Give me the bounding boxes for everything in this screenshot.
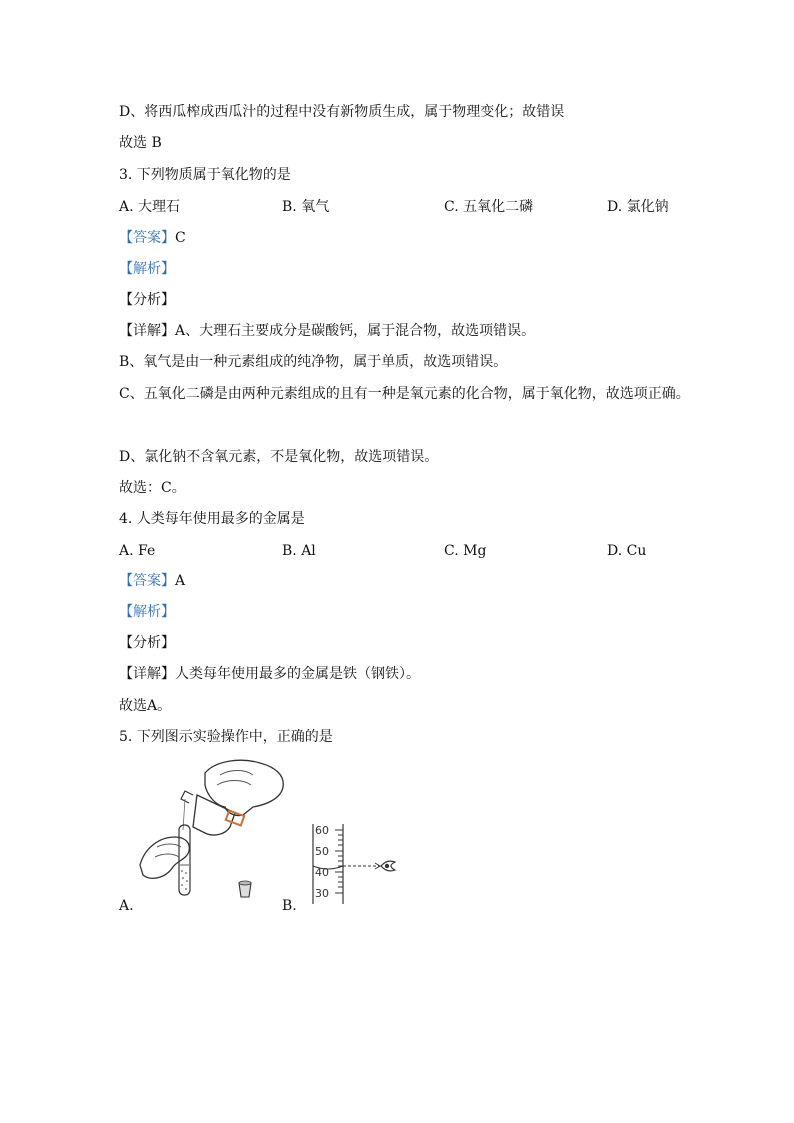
tick-30: 30 <box>315 887 329 900</box>
q4-option-a: A. Fe <box>119 543 156 559</box>
q4-analysis-label: 【解析】 <box>119 604 175 620</box>
q3-detail-d: D、氯化钠不含氧元素，不是氧化物，故选项错误。 <box>119 449 439 465</box>
figure-b-cylinder-reading <box>305 820 405 910</box>
q3-fenxi-label: 【分析】 <box>119 292 175 308</box>
q4-answer <box>119 572 185 590</box>
q3-option-b: B. 氧气 <box>282 199 330 215</box>
q3-detail-a <box>119 322 535 340</box>
eye-icon <box>381 861 395 871</box>
answer-value: C <box>175 230 186 246</box>
q4-fenxi-label: 【分析】 <box>119 635 175 651</box>
q3-conclusion: 故选：C。 <box>119 480 186 496</box>
q5-option-a-label: A. <box>119 898 134 914</box>
detail-text: A、大理石主要成分是碳酸钙，属于混合物，故选项错误。 <box>175 323 536 339</box>
detail-text: 人类每年使用最多的金属是铁（钢铁）。 <box>175 666 420 682</box>
q4-stem: 4. 人类每年使用最多的金属是 <box>119 511 305 527</box>
detail-label: 【详解】 <box>119 323 175 339</box>
q3-analysis-label: 【解析】 <box>119 261 175 277</box>
q4-detail <box>119 665 420 683</box>
q4-option-d: D. Cu <box>607 543 647 559</box>
q4-conclusion: 故选A。 <box>119 698 172 714</box>
tick-50: 50 <box>315 845 329 858</box>
tick-60: 60 <box>315 824 329 837</box>
q3-option-a: A. 大理石 <box>119 199 181 215</box>
q2-conclusion: 故选 B <box>119 135 162 151</box>
detail-label: 【详解】 <box>119 666 175 682</box>
q2-option-d-explanation: D、将西瓜榨成西瓜汁的过程中没有新物质生成，属于物理变化；故错误 <box>119 104 565 120</box>
q4-option-b: B. Al <box>282 543 316 559</box>
q3-answer <box>119 229 186 247</box>
answer-label: 【答案】 <box>119 230 175 246</box>
q3-option-d: D. 氯化钠 <box>607 199 669 215</box>
q3-detail-b: B、氧气是由一种元素组成的纯净物，属于单质，故选项错误。 <box>119 354 508 370</box>
answer-value: A <box>175 573 186 589</box>
q5-option-b-label: B. <box>282 898 297 914</box>
answer-label: 【答案】 <box>119 573 175 589</box>
q3-stem: 3. 下列物质属于氧化物的是 <box>119 167 291 183</box>
q3-option-c: C. 五氧化二磷 <box>444 199 534 215</box>
q3-detail-c: C、五氧化二磷是由两种元素组成的且有一种是氧元素的化合物，属于氧化物，故选项正确。 <box>119 386 690 402</box>
q5-stem: 5. 下列图示实验操作中，正确的是 <box>119 729 333 745</box>
figure-a-pouring-liquid <box>135 755 295 910</box>
q4-option-c: C. Mg <box>444 543 487 559</box>
tick-40: 40 <box>315 866 329 879</box>
